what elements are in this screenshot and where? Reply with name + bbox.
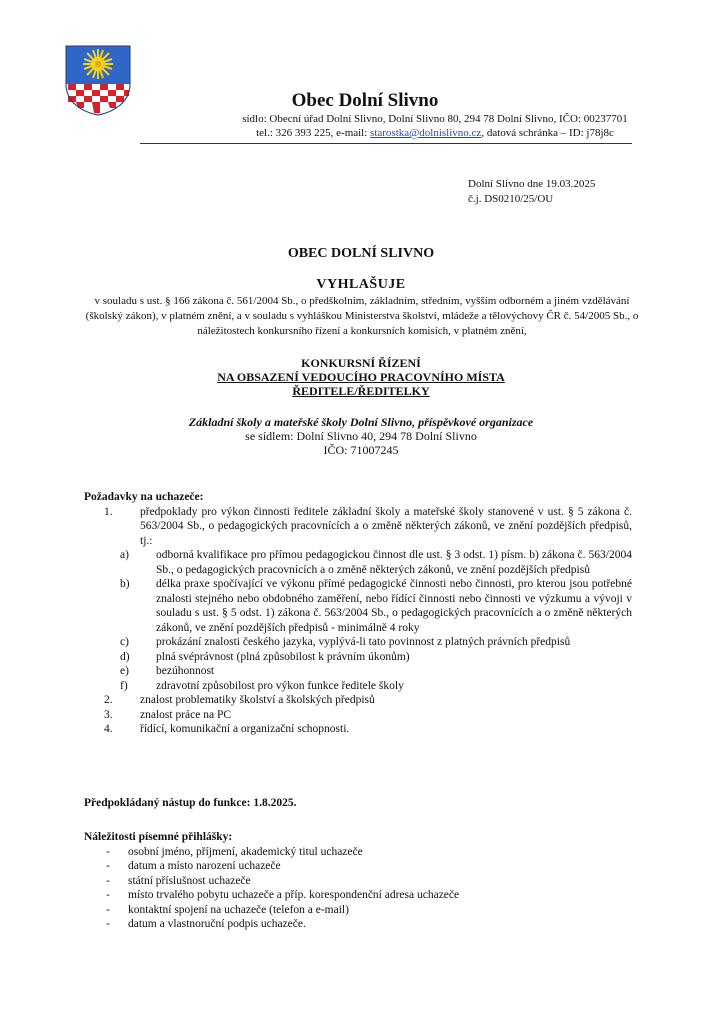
item-text: plná svéprávnost (plná způsobilost k právním úkonům) bbox=[156, 650, 410, 663]
item-text: znalost práce na PC bbox=[140, 708, 232, 721]
announces-heading: VYHLAŠUJE bbox=[316, 277, 406, 292]
item-text: znalost problematiky školství a školských předpisů bbox=[140, 694, 375, 706]
legal-basis: v souladu s ust. § 166 zákona č. 561/2004 Sb., o předškolním, základním, středním, vyšším odborném a jiném vzdělávání (školský zákon), v platném znění, a v souladu s vyhláškou Ministerstva školství, mládeže a tělovýchovy ČR č. 54/2005 Sb., o náležitostech konkursního řízení a konkursních komisích, v platném znění, bbox=[85, 295, 639, 337]
competition-title bbox=[0, 356, 722, 398]
school-name: Základní školy a mateřské školy Dolní Slivno, příspěvkové organizace bbox=[188, 415, 534, 429]
contact-suffix: , datová schránka – ID: j78j8c bbox=[481, 127, 614, 139]
list-item: - datum a místo narození uchazeče bbox=[84, 859, 632, 874]
contact-prefix: tel.: 326 393 225, e-mail: bbox=[256, 127, 371, 139]
item-number: 1. bbox=[104, 505, 113, 518]
list-item bbox=[120, 679, 632, 694]
competition-line-3: ŘEDITELE/ŘEDITELKY bbox=[292, 384, 430, 398]
list-item bbox=[84, 708, 632, 723]
list-item bbox=[84, 722, 632, 737]
school-address: se sídlem: Dolní Slivno 40, 294 78 Dolní Slivno bbox=[245, 429, 477, 443]
sub-requirements-list bbox=[120, 548, 632, 693]
sun-icon bbox=[83, 49, 113, 79]
school-ico: IČO: 71007245 bbox=[323, 443, 399, 457]
item-text: délka praxe spočívající ve výkonu přímé pedagogické činnosti nebo činnosti, pro kterou jsou potřebné znalosti stejného nebo obdobného zaměření, nebo řídící činnosti nebo činnosti ve výzkumu a vývoji v souladu s ust. § 5 odst. 1) zákona č. 563/2004 Sb., o pedagogických pracovnících a o změně některých zákonů, ve znění pozdějších předpisů - minimálně 4 roky bbox=[156, 578, 632, 634]
list-item bbox=[120, 650, 632, 665]
school-info bbox=[0, 415, 722, 457]
requirements-list bbox=[84, 505, 632, 737]
item-letter: b) bbox=[120, 578, 130, 590]
item-text: řídící, komunikační a organizační schopnosti. bbox=[140, 723, 350, 735]
list-item bbox=[84, 505, 632, 694]
list-item bbox=[120, 635, 632, 650]
requirements-section bbox=[84, 490, 632, 737]
item-letter: c) bbox=[120, 636, 129, 648]
item-letter: f) bbox=[120, 679, 128, 692]
list-item: - kontaktní spojení na uchazeče (telefon a e-mail) bbox=[84, 903, 632, 918]
list-item bbox=[84, 693, 632, 708]
contact-line bbox=[0, 127, 722, 140]
list-item: - státní příslušnost uchazeče bbox=[84, 874, 632, 889]
item-text: prokázání znalosti českého jazyka, vyplývá-li tato povinnost z platných právních předpisů bbox=[156, 636, 571, 648]
reference-number: č.j. DS0210/25/OU bbox=[468, 193, 554, 205]
item-number: 2. bbox=[104, 694, 113, 706]
requirements-title: Požadavky na uchazeče: bbox=[84, 491, 204, 503]
item-letter: a) bbox=[120, 549, 129, 561]
competition-line-1: KONKURSNÍ ŘÍZENÍ bbox=[301, 356, 421, 370]
header-divider bbox=[140, 143, 632, 144]
item-text: odborná kvalifikace pro přímou pedagogickou činnost dle ust. § 3 odst. 1) písm. b) zákona č. 563/2004 Sb., o pedagogických pracovnících a o změně některých zákonů, ve znění pozdějších předpisů bbox=[156, 549, 632, 576]
municipality-name: Obec Dolní Slivno bbox=[291, 90, 439, 111]
competition-line-2: NA OBSAZENÍ VEDOUCÍHO PRACOVNÍHO MÍSTA bbox=[217, 370, 505, 384]
item-letter: d) bbox=[120, 650, 130, 663]
list-item: - místo trvalého pobytu uchazeče a příp. korespondenční adresa uchazeče bbox=[84, 888, 632, 903]
list-item: - datum a vlastnoruční podpis uchazeče. bbox=[84, 917, 632, 932]
item-text: zdravotní způsobilost pro výkon funkce ředitele školy bbox=[156, 679, 404, 692]
date-block bbox=[468, 177, 595, 207]
announcing-body: OBEC DOLNÍ SLIVNO bbox=[287, 246, 435, 261]
list-item bbox=[120, 664, 632, 679]
item-letter: e) bbox=[120, 665, 129, 677]
item-number: 3. bbox=[104, 708, 113, 721]
item-number: 4. bbox=[104, 723, 113, 735]
start-date: Předpokládaný nástup do funkce: 1.8.2025. bbox=[84, 797, 297, 809]
list-item: - osobní jméno, příjmení, akademický titul uchazeče bbox=[84, 845, 632, 860]
list-item bbox=[120, 548, 632, 577]
item-text: předpoklady pro výkon činnosti ředitele základní školy a mateřské školy stanovené v ust. § 5 zákona č. 563/2004 Sb., o pedagogických pracovnících a o změně některých zákonů, ve znění pozdějších předpisů, tj.: bbox=[140, 505, 632, 547]
application-list bbox=[84, 845, 632, 932]
application-title: Náležitosti písemné přihlášky: bbox=[84, 831, 233, 843]
application-requirements bbox=[84, 830, 632, 932]
item-text: bezúhonnost bbox=[156, 665, 215, 677]
document-date: Dolní Slivno dne 19.03.2025 bbox=[468, 178, 596, 190]
list-item bbox=[120, 577, 632, 635]
seat-address: sídlo: Obecní úřad Dolní Slivno, Dolní Slivno 80, 294 78 Dolní Slivno, IČO: 00237701 bbox=[242, 113, 628, 125]
email-link[interactable]: starostka@dolnislivno.cz bbox=[370, 127, 482, 139]
